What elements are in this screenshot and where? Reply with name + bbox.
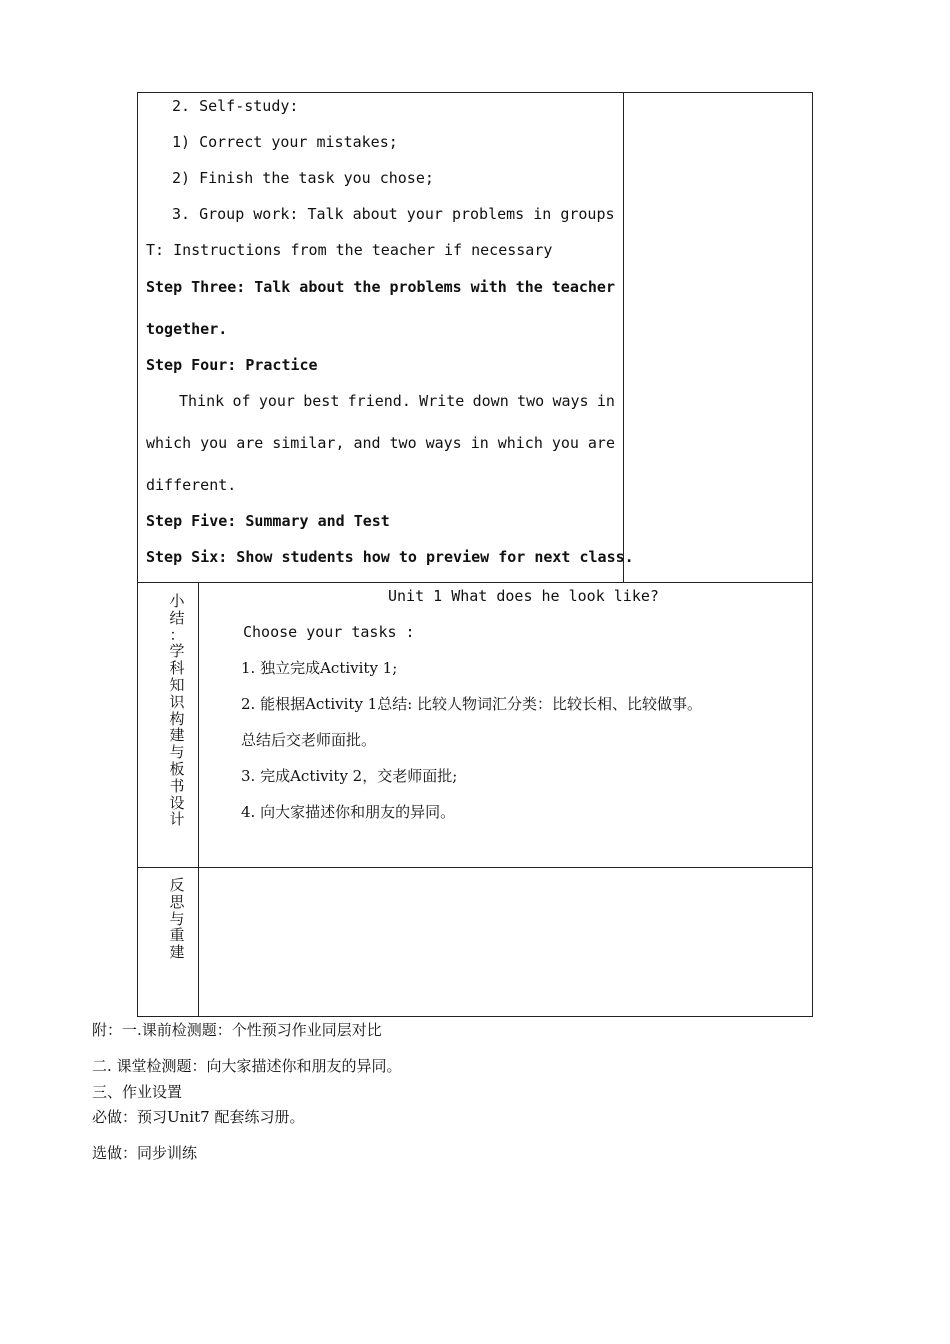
self-study-line: 2. Self-study:	[172, 97, 299, 115]
table-border-left	[137, 92, 138, 1017]
appendix-line-1: 附：一.课前检测题：个性预习作业同层对比	[92, 1021, 382, 1039]
word: the	[515, 278, 543, 296]
label-char: 科	[169, 659, 185, 678]
label-char: 识	[169, 692, 185, 711]
label-char: 结	[169, 608, 185, 627]
label-char: 计	[169, 810, 185, 829]
label-char: 构	[169, 709, 185, 728]
word: two	[389, 434, 417, 452]
table-border-right	[812, 92, 813, 1017]
step-six-heading: Step Six: Show students how to preview for next class.	[146, 548, 634, 566]
table-border-bottom	[137, 1016, 813, 1017]
word: Think	[179, 392, 225, 410]
practice-line-3: different.	[146, 476, 237, 494]
word: Talk	[254, 278, 291, 296]
label-char: 小	[169, 592, 185, 610]
word: which	[497, 434, 543, 452]
row-separator-1	[137, 582, 813, 583]
word: you	[551, 434, 579, 452]
word: about	[299, 278, 345, 296]
label-char: 与	[169, 909, 185, 928]
appendix-line-3: 三、作业设置	[92, 1083, 183, 1101]
label-char: 与	[169, 743, 185, 762]
word: which	[146, 434, 192, 452]
label-char: 重	[169, 926, 185, 945]
practice-line-1	[179, 391, 615, 411]
word: two	[517, 392, 545, 410]
word: with	[470, 278, 507, 296]
teacher-instructions-line: T: Instructions from the teacher if necessary	[146, 241, 553, 259]
choose-tasks: Choose your tasks :	[243, 623, 415, 641]
word: ways	[425, 434, 462, 452]
group-work-line: 3. Group work: Talk about your problems in groups	[172, 205, 615, 223]
word: you	[200, 434, 228, 452]
task-4: 4. 向大家描述你和朋友的异同。	[241, 803, 456, 821]
word: problems	[389, 278, 462, 296]
word: best	[303, 392, 340, 410]
step-three-continuation: together.	[146, 320, 228, 338]
label-char: 建	[169, 726, 185, 745]
appendix-line-5: 选做：同步训练	[92, 1144, 198, 1162]
task-2-continuation: 总结后交老师面批。	[241, 731, 377, 749]
summary-title: Unit 1 What does he look like?	[388, 587, 659, 605]
label-char: 知	[169, 675, 185, 694]
label-char: 建	[169, 943, 185, 962]
word: are	[587, 434, 615, 452]
word: of	[232, 392, 251, 410]
step-four-heading: Step Four: Practice	[146, 356, 318, 374]
reflection-row-label	[167, 877, 187, 961]
row-separator-2	[137, 867, 813, 868]
word: down	[472, 392, 509, 410]
word: the	[353, 278, 381, 296]
word: Three:	[191, 278, 246, 296]
step-three-heading	[146, 277, 615, 297]
summary-row-label	[167, 593, 187, 828]
label-char: 设	[169, 793, 185, 812]
label-char: 学	[169, 642, 185, 661]
task-2: 2. 能根据Activity 1总结: 比较人物词汇分类：比较长相、比较做事。	[241, 695, 703, 713]
appendix-line-2: 二. 课堂检测题：向大家描述你和朋友的异同。	[92, 1057, 402, 1075]
word: in	[470, 434, 489, 452]
correct-mistakes-line: 1) Correct your mistakes;	[172, 133, 398, 151]
word: are	[236, 434, 264, 452]
top-row-divider	[623, 92, 624, 582]
label-char: 反	[169, 876, 185, 894]
word: friend.	[347, 392, 411, 410]
word: Step	[146, 278, 183, 296]
word: similar,	[272, 434, 345, 452]
practice-line-2	[146, 433, 615, 453]
label-column-divider	[198, 582, 199, 1016]
task-1: 1. 独立完成Activity 1;	[241, 659, 398, 677]
finish-task-line: 2) Finish the task you chose;	[172, 169, 434, 187]
label-char: 板	[169, 759, 185, 778]
table-border-top	[137, 92, 813, 93]
word: ways	[552, 392, 589, 410]
task-3: 3. 完成Activity 2，交老师面批;	[241, 767, 458, 785]
appendix-line-4: 必做：预习Unit7 配套练习册。	[92, 1108, 305, 1126]
word: Write	[419, 392, 465, 410]
word: teacher	[551, 278, 615, 296]
label-char: 书	[169, 776, 185, 795]
step-five-heading: Step Five: Summary and Test	[146, 512, 390, 530]
word: in	[596, 392, 615, 410]
label-char: 思	[169, 892, 185, 911]
word: and	[353, 434, 381, 452]
word: your	[258, 392, 295, 410]
label-char: ：	[169, 625, 185, 644]
